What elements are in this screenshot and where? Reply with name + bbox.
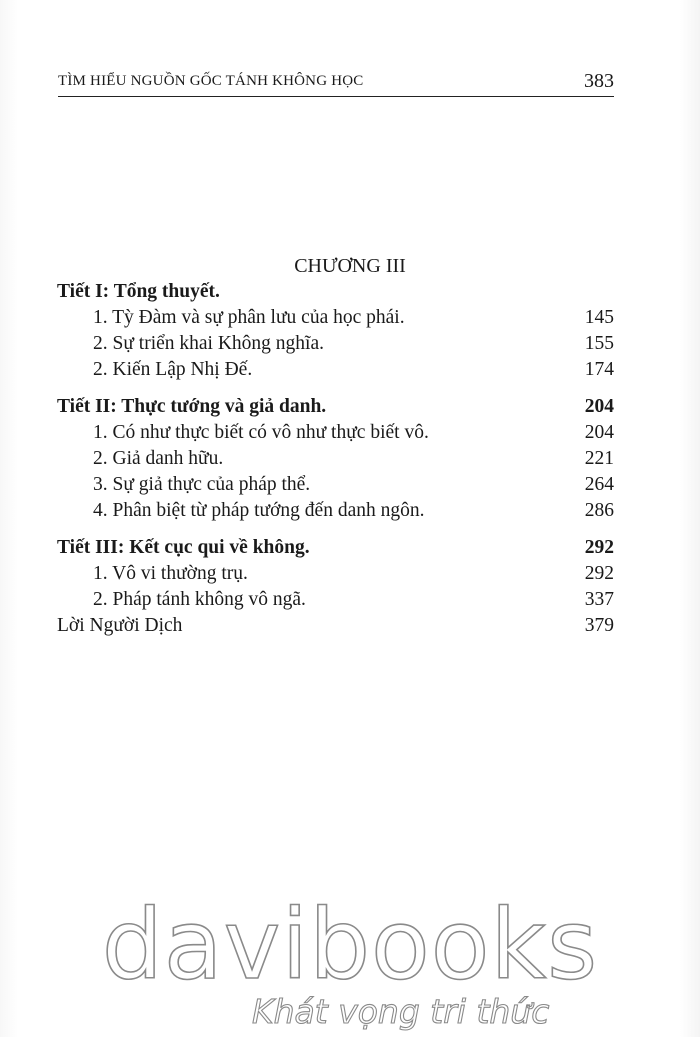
toc-entry-text: 1. Vô vi thường trụ. [93, 563, 248, 584]
toc-entry-page: 204 [584, 396, 614, 417]
toc-item [57, 446, 614, 472]
toc-item [57, 498, 614, 524]
toc-entry-page: 264 [584, 474, 614, 495]
toc-item [57, 357, 614, 383]
toc-entry-text: Tiết II: Thực tướng và giả danh. [57, 396, 327, 417]
toc-section-3 [57, 535, 614, 561]
toc-entry-page: 379 [584, 615, 614, 636]
toc-entry-text: 4. Phân biệt từ pháp tướng đến danh ngôn. [93, 500, 425, 521]
toc-section-2 [57, 394, 614, 420]
toc-item [57, 587, 614, 613]
toc-entry-page: 292 [584, 537, 614, 558]
toc-item [57, 305, 614, 331]
toc-item-translator-note [57, 613, 614, 639]
toc-entry-page: 145 [584, 307, 614, 328]
toc-entry-text: 3. Sự giả thực của pháp thể. [93, 474, 311, 495]
toc-entry-page: 337 [584, 589, 614, 610]
toc-item [57, 420, 614, 446]
toc-entry-text: 1. Tỳ Đàm và sự phân lưu của học phái. [93, 307, 405, 328]
toc-entry-page: 204 [584, 422, 614, 443]
toc-entry-text: Tiết I: Tổng thuyết. [57, 281, 220, 302]
watermark-brand: davibooks [101, 889, 599, 1001]
toc-item [57, 561, 614, 587]
toc-entry-text: 2. Sự triển khai Không nghĩa. [93, 333, 325, 354]
toc-entry-text: 2. Kiến Lập Nhị Đế. [93, 359, 253, 380]
watermark-tagline: Khát vọng tri thức [252, 992, 550, 1031]
toc-entry-text: Tiết III: Kết cục qui về không. [57, 537, 310, 558]
toc-entry-page: 174 [584, 359, 614, 380]
toc-entry-page: 286 [584, 500, 614, 521]
toc-entry-page: 221 [584, 448, 614, 469]
running-title: TÌM HIỂU NGUỒN GỐC TÁNH KHÔNG HỌC [58, 73, 364, 89]
toc-item [57, 472, 614, 498]
toc-entry-text: 1. Có như thực biết có vô như thực biết vô. [93, 422, 429, 443]
toc-entry-text: 2. Pháp tánh không vô ngã. [93, 589, 306, 610]
toc-entry-page: 155 [584, 333, 614, 354]
toc-entry-page: 292 [584, 563, 614, 584]
toc-item [57, 331, 614, 357]
toc-entry-text: Lời Người Dịch [57, 615, 183, 636]
toc-entry-text: 2. Giả danh hữu. [93, 448, 224, 469]
running-header [58, 70, 614, 97]
table-of-contents [57, 279, 614, 639]
chapter-heading: CHƯƠNG III [294, 255, 406, 277]
page-number: 383 [584, 70, 614, 92]
toc-section-1 [57, 279, 614, 305]
